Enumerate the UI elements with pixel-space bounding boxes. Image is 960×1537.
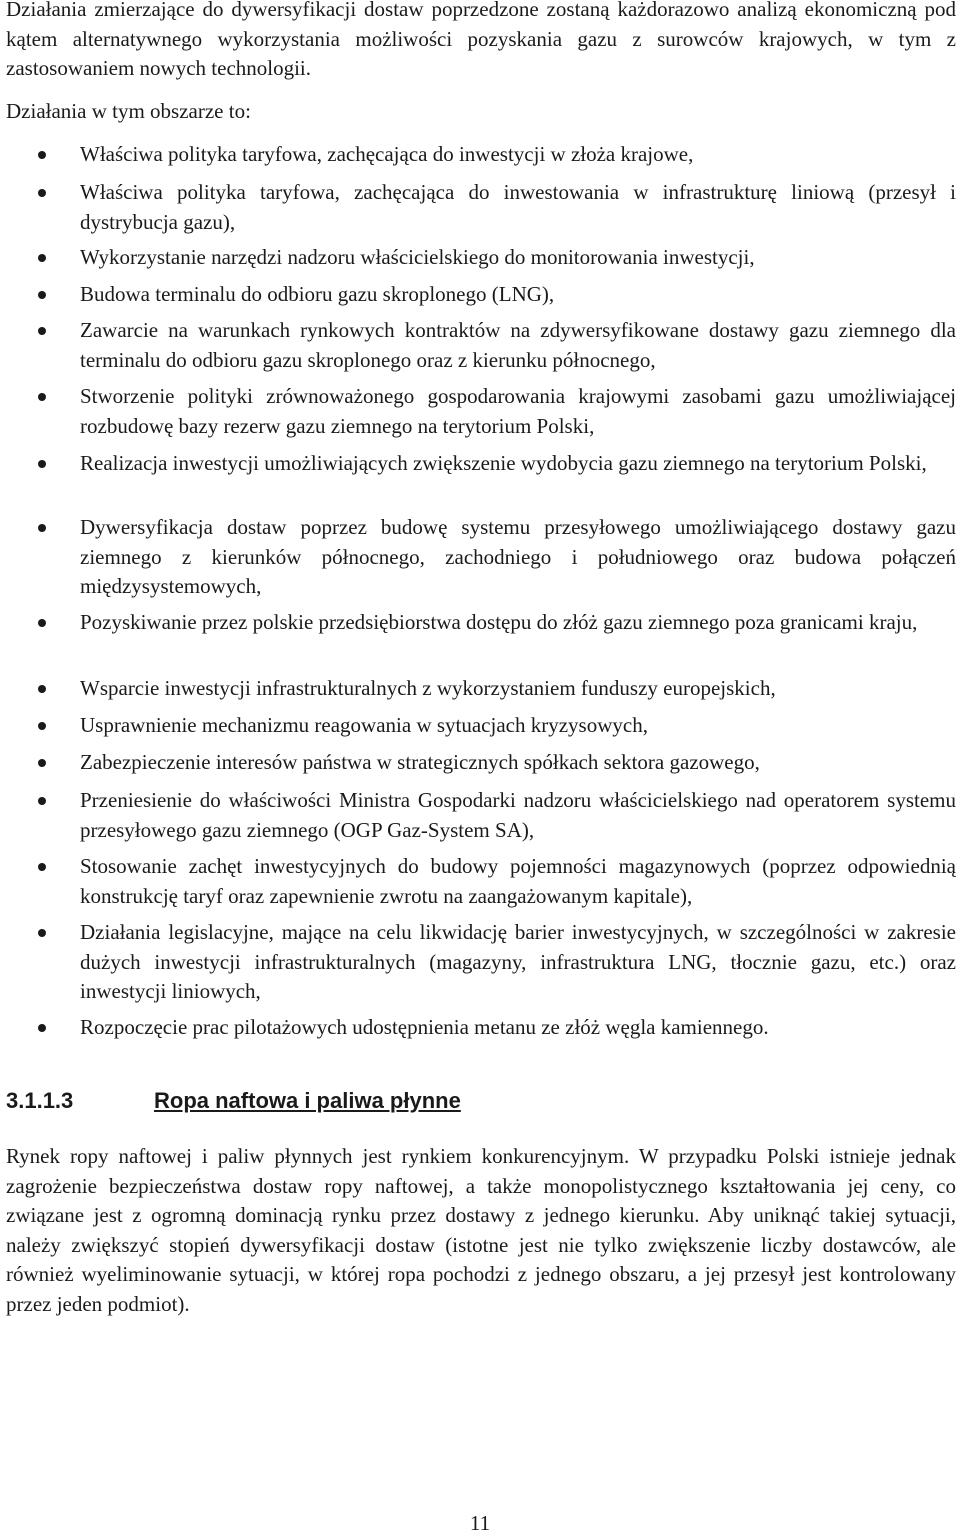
list-item — [80, 711, 956, 741]
list-item-text: Wsparcie inwestycji infrastrukturalnych z wykorzystaniem funduszy europejskich, — [80, 676, 776, 700]
list-item — [80, 178, 956, 237]
list-item-text: Przeniesienie do właściwości Ministra Gospodarki nadzoru właścicielskiego nad operatorem systemu przesyłowego gazu ziemnego (OGP Gaz-System SA), — [80, 788, 956, 842]
list-item — [80, 748, 956, 778]
section-heading — [6, 1086, 461, 1116]
bullet-icon — [38, 291, 46, 299]
bullet-icon — [38, 929, 46, 937]
intro-paragraph: Działania zmierzające do dywersyfikacji dostaw poprzedzone zostaną każdorazowo analizą ekonomiczną pod kątem alternatywnego wykorzystania możliwości pozyskania gazu z surowców krajowych, w tym z zastosowaniem nowych technologii. — [6, 0, 956, 80]
list-item-text: Pozyskiwanie przez polskie przedsiębiorstwa dostępu do złóż gazu ziemnego poza granicami kraju, — [80, 610, 918, 634]
list-item — [80, 1013, 956, 1043]
bullet-icon — [38, 863, 46, 871]
list-item — [80, 786, 956, 845]
list-item-text: Realizacja inwestycji umożliwiających zwiększenie wydobycia gazu ziemnego na terytorium Polski, — [80, 451, 927, 475]
list-item-text: Wykorzystanie narzędzi nadzoru właścicielskiego do monitorowania inwestycji, — [80, 245, 755, 269]
list-item — [80, 243, 956, 273]
list-item-text: Właściwa polityka taryfowa, zachęcająca do inwestycji w złoża krajowe, — [80, 142, 694, 166]
bullet-icon — [38, 619, 46, 627]
bullet-icon — [38, 722, 46, 730]
list-item-text: Właściwa polityka taryfowa, zachęcająca do inwestowania w infrastrukturę liniową (przesył i dystrybucja gazu), — [80, 180, 956, 234]
list-item-text: Usprawnienie mechanizmu reagowania w sytuacjach kryzysowych, — [80, 713, 648, 737]
list-item-text: Zabezpieczenie interesów państwa w strategicznych spółkach sektora gazowego, — [80, 750, 760, 774]
bullet-icon — [38, 327, 46, 335]
bullet-icon — [38, 685, 46, 693]
list-item-text: Budowa terminalu do odbioru gazu skroplonego (LNG), — [80, 282, 555, 306]
list-item — [80, 852, 956, 911]
list-item — [80, 449, 956, 479]
list-item-text: Stosowanie zachęt inwestycyjnych do budowy pojemności magazynowych (poprzez odpowiednią konstrukcję taryf oraz zapewnienie zwrotu na zaangażowanym kapitale), — [80, 854, 956, 908]
bullet-icon — [38, 393, 46, 401]
section-paragraph: Rynek ropy naftowej i paliw płynnych jest rynkiem konkurencyjnym. W przypadku Polski istnieje jednak zagrożenie bezpieczeństwa dostaw ropy naftowej, a także monopolistycznego kształtowania jej ceny, co związane jest z ogromną dominacją rynku przez dostawy z jednego kierunku. Aby uniknąć takiej sytuacji, należy zwiększyć stopień dywersyfikacji dostaw (istotne jest nie tylko zwiększenie liczby dostawców, ale również wyeliminowanie sytuacji, w której ropa pochodzi z jednego obszaru, a jej przesył jest kontrolowany przez jeden podmiot). — [6, 1144, 956, 1316]
list-item-text: Zawarcie na warunkach rynkowych kontraktów na zdywersyfikowane dostawy gazu ziemnego dla terminalu do odbioru gazu skroplonego oraz z kierunku północnego, — [80, 318, 956, 372]
list-item-text: Rozpoczęcie prac pilotażowych udostępnienia metanu ze złóż węgla kamiennego. — [80, 1015, 769, 1039]
bullet-icon — [38, 1024, 46, 1032]
bullet-icon — [38, 524, 46, 532]
list-item — [80, 918, 956, 1007]
bullet-icon — [38, 797, 46, 805]
list-item-text: Stworzenie polityki zrównoważonego gospodarowania krajowymi zasobami gazu umożliwiającej rozbudowę bazy rezerw gazu ziemnego na terytorium Polski, — [80, 384, 956, 438]
list-item-text: Działania legislacyjne, mające na celu likwidację barier inwestycyjnych, w szczególności w zakresie dużych inwestycji infrastrukturalnych (magazyny, infrastruktura LNG, tłocznie gazu, etc.) oraz inwestycji liniowych, — [80, 920, 956, 1003]
bullet-icon — [38, 460, 46, 468]
list-item — [80, 608, 956, 638]
section-number: 3.1.1.3 — [6, 1088, 74, 1113]
page-number: 11 — [469, 1511, 491, 1535]
bullet-icon — [38, 189, 46, 197]
list-item — [80, 513, 956, 602]
list-item — [80, 140, 956, 170]
intro-lead: Działania w tym obszarze to: — [6, 99, 251, 123]
bullet-icon — [38, 254, 46, 262]
list-item — [80, 316, 956, 375]
bullet-icon — [38, 759, 46, 767]
list-item — [80, 280, 956, 310]
section-title: Ropa naftowa i paliwa płynne — [154, 1088, 461, 1113]
bullet-icon — [38, 151, 46, 159]
list-item — [80, 382, 956, 441]
list-item-text: Dywersyfikacja dostaw poprzez budowę systemu przesyłowego umożliwiającego dostawy gazu ziemnego z kierunków północnego, zachodniego i południowego oraz budowa połączeń międzysystemowych, — [80, 515, 956, 598]
list-item — [80, 674, 956, 704]
